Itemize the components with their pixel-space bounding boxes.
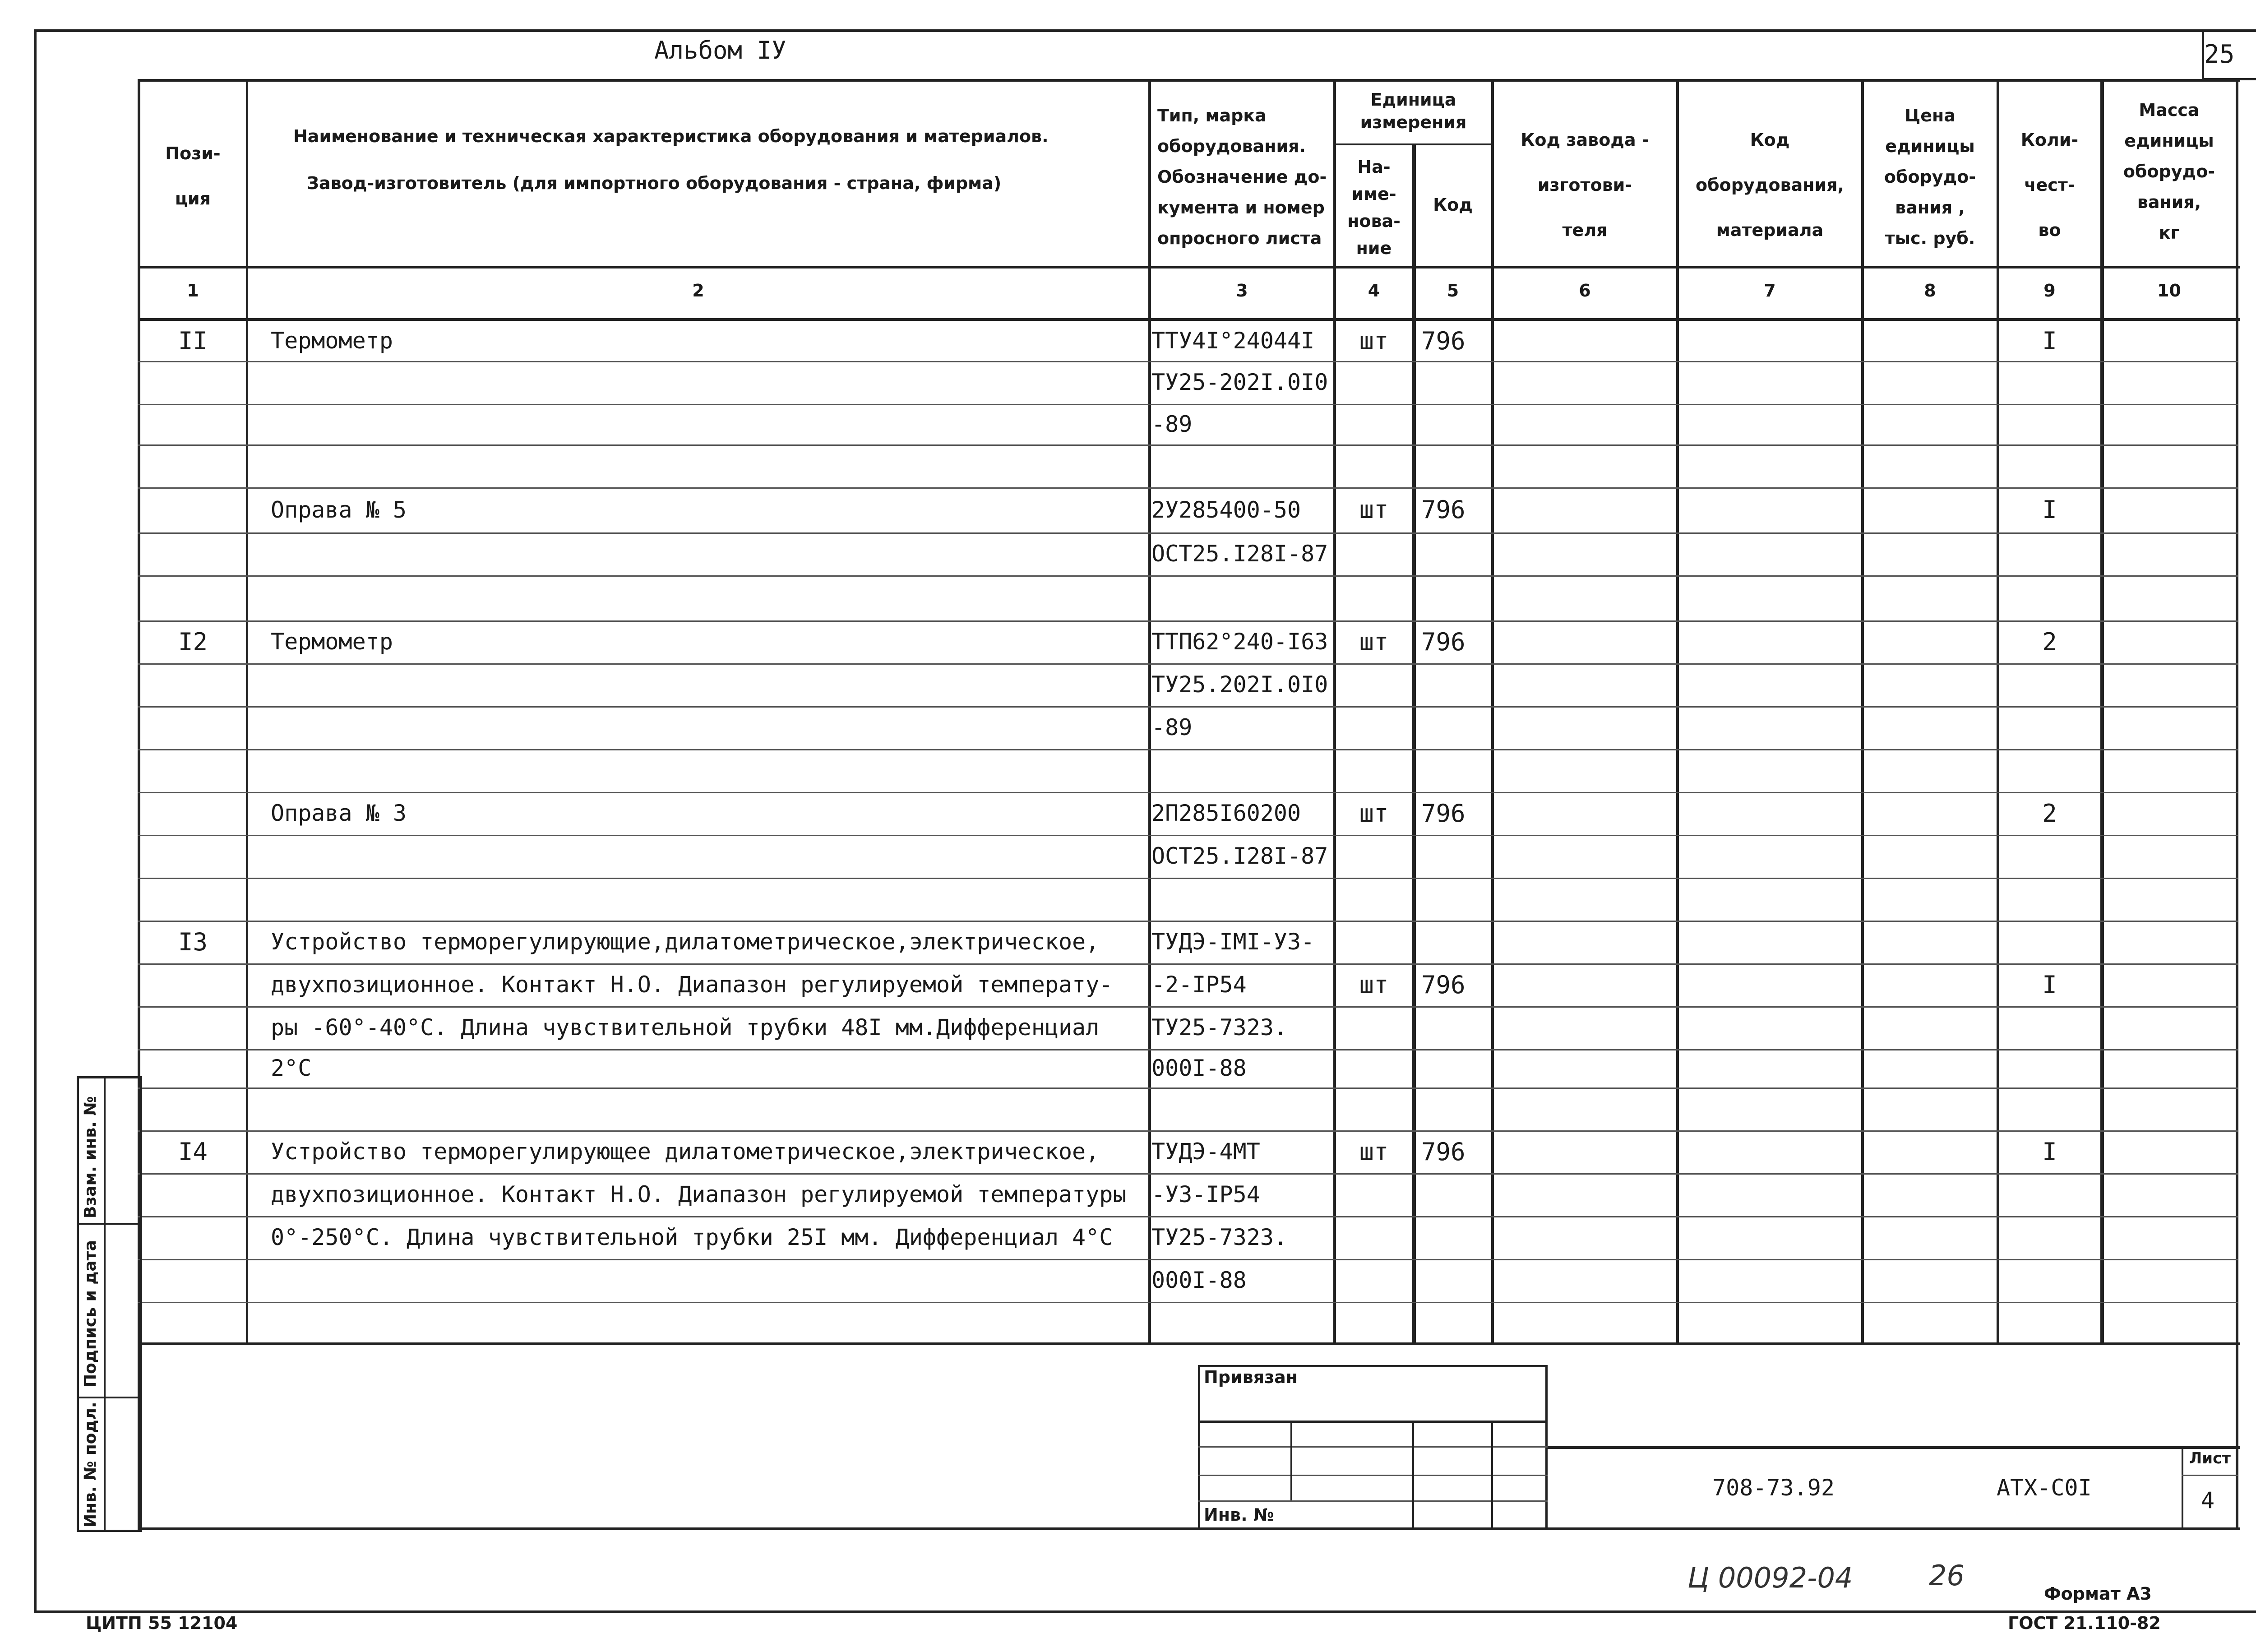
row-divider	[138, 361, 2238, 362]
header-qty: Коли- чест- во	[2020, 130, 2079, 240]
cell-qty: 2	[2042, 799, 2057, 828]
row-divider	[138, 963, 2238, 965]
cell-qty: I	[2042, 971, 2057, 999]
col-number-6: 6	[1579, 281, 1591, 301]
row-divider	[138, 575, 2238, 577]
cell-type: ТУДЭ-IМI-У3-	[1151, 929, 1315, 955]
col-number-1: 1	[187, 281, 199, 301]
row-divider	[138, 1130, 2238, 1132]
cell-name: Термометр	[271, 328, 393, 354]
cell-type: 2П285I60200	[1151, 800, 1301, 826]
cell-type: ТУ25.202I.0I0	[1151, 671, 1328, 698]
row-divider	[138, 706, 2238, 708]
cell-type: ТУ25-202I.0I0	[1151, 369, 1328, 395]
header-unit-group: Единица измерения	[1360, 90, 1467, 132]
header-equip-code: Код оборудования, материала	[1696, 130, 1844, 240]
cell-unit: шт	[1359, 1138, 1389, 1166]
cell-unit: шт	[1359, 495, 1389, 524]
cell-name: двухпозиционное. Контакт Н.О. Диапазон регулируемой температуры	[271, 1181, 1127, 1208]
header-price: Цена единицы оборудо- вания , тыс. руб.	[1884, 106, 1976, 248]
row-divider	[138, 532, 2238, 534]
inv-no-label: Инв. №	[1204, 1505, 1274, 1525]
cell-pos: I3	[178, 928, 208, 956]
cell-type: -89	[1151, 714, 1193, 740]
sheet-code: АТХ-С0I	[1997, 1475, 2092, 1501]
row-divider	[138, 663, 2238, 665]
col-line	[2236, 79, 2238, 1342]
cell-unit: шт	[1359, 799, 1389, 828]
cell-qty: I	[2042, 1138, 2057, 1166]
sheet-number: 4	[2201, 1487, 2215, 1513]
header-unit-code: Код	[1433, 195, 1473, 215]
col-line	[1412, 144, 1416, 1342]
col-line	[1861, 79, 1864, 1342]
row-divider	[138, 1049, 2238, 1050]
cell-name: двухпозиционное. Контакт Н.О. Диапазон регулируемой температу-	[271, 972, 1113, 998]
cell-name: 2°С	[271, 1055, 312, 1081]
row-divider	[138, 1006, 2238, 1008]
cell-qty: 2	[2042, 628, 2057, 656]
cell-name: 0°-250°С. Длина чувствительной трубки 25I мм. Дифференциал 4°С	[271, 1224, 1113, 1250]
cell-type: ТУ25-7323.	[1151, 1224, 1288, 1250]
header-mass: Масса единицы оборудо- вания, кг	[2123, 100, 2215, 243]
header-name: Наименование и техническая характеристика оборудования и материалов.	[293, 126, 1049, 146]
cell-type: -У3-IР54	[1151, 1181, 1260, 1208]
cell-qty: I	[2042, 327, 2057, 355]
col-line	[246, 79, 248, 1342]
cell-code: 796	[1421, 799, 1465, 828]
row-divider	[138, 749, 2238, 750]
col-number-2: 2	[692, 281, 704, 301]
cell-name: ры -60°-40°С. Длина чувствительной трубки 48I мм.Дифференциал	[271, 1014, 1100, 1041]
cell-name: Оправа № 5	[271, 497, 407, 523]
cell-type: -89	[1151, 411, 1193, 437]
cell-type: 000I-88	[1151, 1267, 1247, 1293]
cell-name: Термометр	[271, 629, 393, 655]
col-number-4: 4	[1368, 281, 1380, 301]
stamp-sign-date: Подпись и дата	[81, 1240, 100, 1388]
row-divider	[138, 620, 2238, 622]
row-divider	[138, 404, 2238, 405]
cell-type: ТТУ4I°24044I	[1151, 328, 1315, 354]
col-number-5: 5	[1447, 281, 1459, 301]
right-border-lower	[2236, 1342, 2238, 1530]
cell-name: Устройство терморегулирующие,дилатометрическое,электрическое,	[271, 929, 1100, 955]
cell-type: 000I-88	[1151, 1055, 1247, 1081]
cell-code: 796	[1421, 628, 1465, 656]
left-border-lower	[138, 1342, 140, 1530]
cell-type: -2-IР54	[1151, 972, 1247, 998]
cell-name: Устройство терморегулирующее дилатометрическое,электрическое,	[271, 1138, 1100, 1165]
cell-code: 796	[1421, 495, 1465, 524]
cell-type: ТТП62°240-I63	[1151, 629, 1328, 655]
row-divider	[138, 835, 2238, 836]
cell-name: Оправа № 3	[271, 800, 407, 826]
col-number-8: 8	[1924, 281, 1936, 301]
col-number-10: 10	[2157, 281, 2181, 301]
col-line	[1676, 79, 1679, 1342]
publisher-label: ЦИТП 55 12104	[86, 1613, 238, 1633]
cell-code: 796	[1421, 1138, 1465, 1166]
cell-code: 796	[1421, 327, 1465, 355]
col-line	[1491, 79, 1494, 1342]
gost-label: ГОСТ 21.110-82	[2008, 1613, 2161, 1633]
doc-code: 708-73.92	[1712, 1475, 1835, 1501]
cell-unit: шт	[1359, 628, 1389, 656]
col-number-3: 3	[1236, 281, 1248, 301]
cell-type: ТУ25-7323.	[1151, 1014, 1288, 1041]
handwritten-page: 26	[1929, 1559, 1965, 1592]
row-divider	[138, 1259, 2238, 1260]
col-number-7: 7	[1764, 281, 1776, 301]
row-divider	[138, 1173, 2238, 1175]
cell-type: ТУДЭ-4МТ	[1151, 1138, 1260, 1165]
row-divider	[138, 1087, 2238, 1089]
stamp-inv-orig: Инв. № подл.	[81, 1402, 100, 1527]
album-title: Альбом IУ	[654, 36, 786, 65]
header-type: Тип, марка оборудования. Обозначение до- кумента и номер опросного листа	[1157, 106, 1327, 248]
stamp-inv-repl: Взам. инв. №	[81, 1096, 100, 1218]
privyazan-label: Привязан	[1204, 1367, 1298, 1387]
header-factory-code: Код завода - изготови- теля	[1521, 130, 1649, 240]
cell-unit: шт	[1359, 327, 1389, 355]
cell-type: ОСТ25.I28I-87	[1151, 843, 1328, 869]
row-divider	[138, 487, 2238, 489]
sheet-label: Лист	[2189, 1449, 2231, 1467]
cell-qty: I	[2042, 495, 2057, 524]
col-number-9: 9	[2043, 281, 2056, 301]
row-divider	[138, 921, 2238, 922]
col-line	[2100, 79, 2104, 1342]
row-divider	[138, 444, 2238, 446]
row-divider	[138, 1302, 2238, 1303]
cell-pos: II	[178, 327, 208, 355]
header-factory: Завод-изготовитель (для импортного оборудования - страна, фирма)	[307, 173, 1002, 193]
cell-pos: I2	[178, 628, 208, 656]
format-label: Формат А3	[2044, 1584, 2152, 1604]
cell-unit: шт	[1359, 971, 1389, 999]
col-line	[1148, 79, 1151, 1342]
row-divider	[138, 1216, 2238, 1217]
cell-code: 796	[1421, 971, 1465, 999]
cell-pos: I4	[178, 1138, 208, 1166]
cell-type: 2У285400-50	[1151, 497, 1301, 523]
page-corner-number: 25	[2204, 40, 2235, 69]
handwritten-code: Ц 00092-04	[1687, 1561, 1853, 1594]
row-divider	[138, 878, 2238, 879]
header-unit-name: На- име- нова- ние	[1347, 157, 1401, 258]
bottom-border	[138, 1527, 2240, 1530]
cell-type: ОСТ25.I28I-87	[1151, 541, 1328, 567]
row-divider	[138, 792, 2238, 793]
header-pos: Пози- ция	[165, 143, 221, 208]
